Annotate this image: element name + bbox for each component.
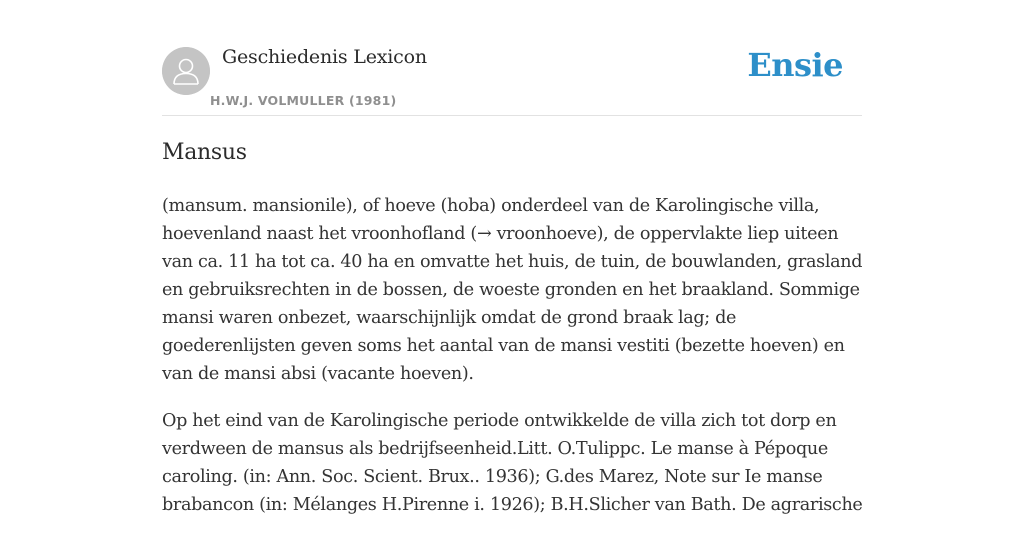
text-line: caroling. (in: Ann. Soc. Scient. Brux.. 1936); G.des Marez, Note sur Ie manse	[162, 467, 823, 487]
text-line: Op het eind van de Karolingische periode ontwikkelde de villa zich tot dorp en	[162, 411, 837, 431]
user-avatar-icon[interactable]	[162, 47, 210, 95]
article-body	[162, 192, 862, 538]
page	[162, 0, 863, 515]
source-title[interactable]: Geschiedenis Lexicon	[222, 46, 427, 68]
source-author: H.W.J. VOLMULLER (1981)	[210, 93, 397, 108]
text-line: van de mansi absi (vacante hoeven).	[162, 364, 474, 384]
text-line: hoevenland naast het vroonhofland (→ vroonhoeve), de oppervlakte liep uiteen	[162, 224, 839, 244]
article-title: Mansus	[162, 140, 247, 165]
text-line: mansi waren onbezet, waarschijnlijk omdat de grond braak lag; de	[162, 308, 737, 328]
text-line: van ca. 11 ha tot ca. 40 ha en omvatte het huis, de tuin, de bouwlanden, grasland	[162, 252, 863, 272]
ensie-logo[interactable]: Ensie	[747, 46, 843, 84]
paragraph-1	[162, 192, 862, 388]
text-line: goederenlijsten geven soms het aantal van de mansi vestiti (bezette hoeven) en	[162, 336, 845, 356]
text-line: (mansum. mansionile), of hoeve (hoba) onderdeel van de Karolingische villa,	[162, 196, 820, 216]
text-line: brabancon (in: Mélanges H.Pirenne i. 1926); B.H.Slicher van Bath. De agrarische	[162, 495, 863, 515]
text-line: en gebruiksrechten in de bossen, de woeste gronden en het braakland. Sommige	[162, 280, 860, 300]
paragraph-2	[162, 407, 862, 519]
text-line: verdween de mansus als bedrijfseenheid.Litt. O.Tulippc. Le manse à Pépoque	[162, 439, 828, 459]
source-header	[162, 0, 862, 116]
